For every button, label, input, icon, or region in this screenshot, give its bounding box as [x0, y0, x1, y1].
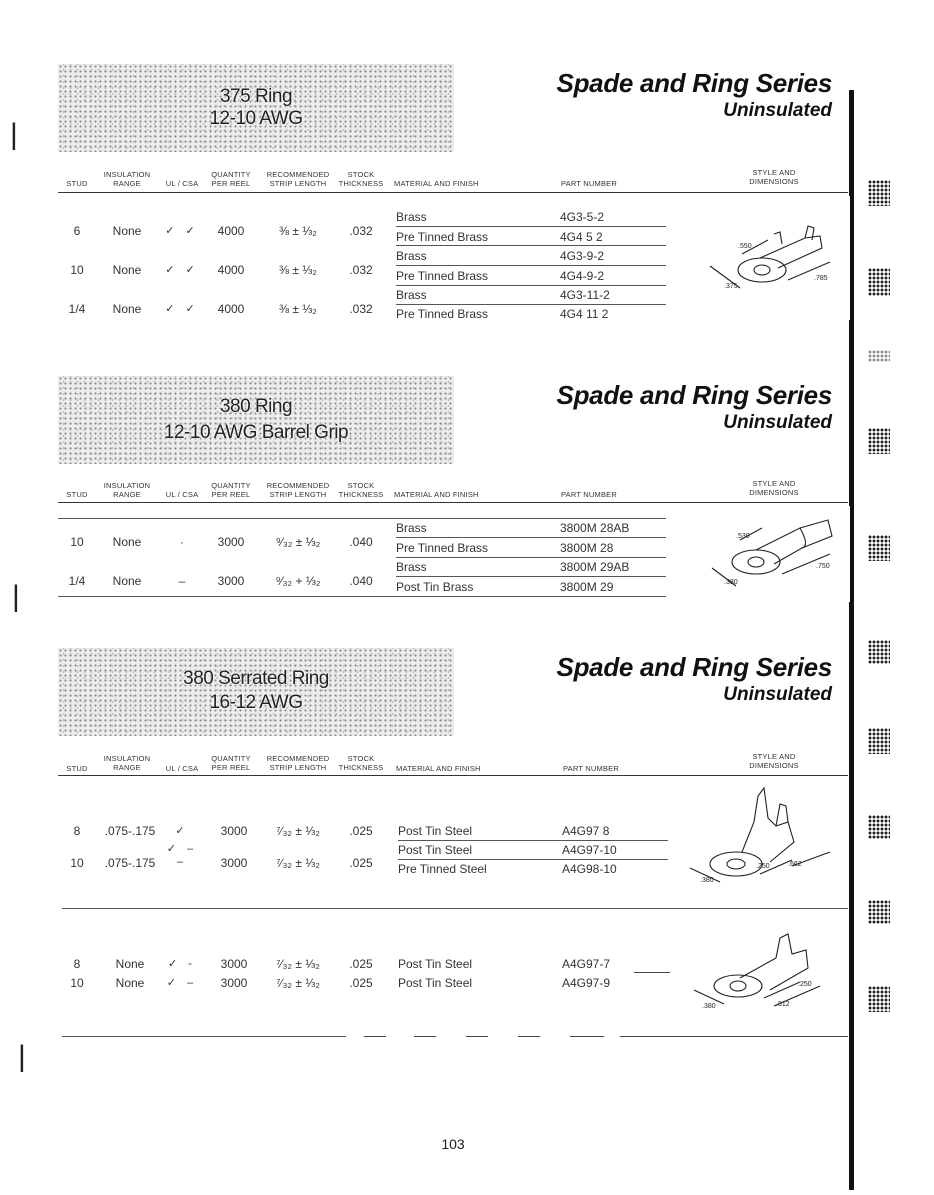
- cell-ulcsa: –: [178, 574, 186, 588]
- cell-part: A4G97 8: [562, 824, 610, 838]
- col-header-stock: STOCK THICKNESS: [338, 481, 384, 499]
- col-header-style: STYLE AND DIMENSIONS: [749, 752, 799, 770]
- dim-label: .375: [724, 283, 738, 290]
- row-divider: [396, 265, 666, 266]
- banner-line-1: 380 Serrated Ring: [183, 668, 329, 689]
- cell-stud: 1/4: [68, 574, 86, 588]
- index-tab-4: [868, 428, 890, 454]
- cell-material: Pre Tinned Brass: [396, 269, 489, 283]
- cell-part: 4G4-9-2: [560, 269, 605, 283]
- group-divider: [62, 1036, 346, 1037]
- cell-material: Brass: [396, 560, 427, 574]
- dim-label: .380: [702, 1003, 716, 1010]
- col-header-material: MATERIAL AND FINISH: [394, 490, 479, 499]
- series-title: Spade and Ring Series: [556, 380, 832, 410]
- section2-banner: [58, 376, 454, 464]
- ring-terminal-drawing: [690, 196, 850, 320]
- cell-part: 3800M 29: [560, 580, 614, 594]
- col-header-style: STYLE AND DIMENSIONS: [749, 479, 799, 497]
- cell-insulation: None: [112, 224, 142, 238]
- cell-stud: 10: [70, 263, 84, 277]
- cell-part: 3800M 28: [560, 541, 614, 555]
- row-divider: [396, 245, 666, 246]
- cell-insulation: None: [112, 574, 142, 588]
- cell-material: Post Tin Steel: [398, 976, 473, 990]
- cell-stock: .032: [349, 224, 373, 238]
- series-subtitle: Uninsulated: [723, 684, 832, 705]
- divider-dash: [466, 1036, 488, 1037]
- cell-stud: 10: [70, 856, 84, 870]
- cell-stud: 8: [73, 824, 81, 838]
- cell-quantity: 3000: [220, 957, 248, 971]
- cell-stud: 8: [73, 957, 81, 971]
- cell-material: Pre Tinned Brass: [396, 230, 489, 244]
- cell-material: Post Tin Steel: [398, 957, 473, 971]
- cell-stock: .025: [349, 976, 373, 990]
- cell-part: A4G97-10: [562, 843, 617, 857]
- col-header-insulation: INSULATION RANGE: [103, 481, 151, 499]
- row-divider: [58, 518, 666, 519]
- page-number: 103: [441, 1136, 465, 1152]
- banner-line-2: 16-12 AWG: [209, 692, 303, 713]
- col-header-style: STYLE AND DIMENSIONS: [749, 168, 799, 186]
- dim-label: .750: [816, 563, 830, 570]
- cell-ulcsa: ✓ ✓: [165, 303, 199, 315]
- cell-quantity: 3000: [220, 856, 248, 870]
- index-tab-7: [868, 728, 890, 754]
- banner-line-1: 380 Ring: [219, 396, 293, 417]
- cell-strip: ⁷⁄₃₂ ± ⅓₂: [276, 976, 320, 990]
- section1-banner: [58, 64, 454, 152]
- row-divider: [398, 859, 668, 860]
- cell-material: Brass: [396, 288, 427, 302]
- series-title: Spade and Ring Series: [556, 68, 832, 98]
- index-tab-10: [868, 986, 890, 1012]
- cell-material: Brass: [396, 521, 427, 535]
- banner-line-2: 12-10 AWG Barrel Grip: [163, 422, 349, 443]
- serrated-ring-drawing-a: [680, 782, 848, 894]
- cell-material: Brass: [396, 210, 427, 224]
- cell-ulcsa: ✓ ✓: [165, 225, 199, 237]
- divider-dash: [620, 1036, 848, 1037]
- cell-insulation: .075-.175: [104, 856, 156, 870]
- cell-ulcsa: –: [176, 856, 188, 868]
- cell-insulation: None: [112, 535, 142, 549]
- cell-strip: ⅜ ± ⅓₂: [279, 224, 317, 238]
- cell-material: Pre Tinned Brass: [396, 307, 489, 321]
- header-rule: [58, 502, 848, 503]
- cell-part: 4G3-9-2: [560, 249, 605, 263]
- dim-label: .380: [724, 579, 738, 586]
- col-header-stud: STUD: [66, 490, 88, 499]
- index-tab-3: [868, 350, 890, 362]
- cell-part: A4G97-7: [562, 957, 611, 971]
- dim-label: .380: [700, 877, 714, 884]
- series-title: Spade and Ring Series: [556, 652, 832, 682]
- row-divider: [396, 576, 666, 577]
- cell-part: A4G97-9: [562, 976, 611, 990]
- divider-dash: [364, 1036, 386, 1037]
- col-header-stud: STUD: [66, 764, 88, 773]
- cell-quantity: 4000: [217, 302, 245, 316]
- dim-label: .250: [798, 981, 812, 988]
- cell-stock: .025: [349, 856, 373, 870]
- dim-label: .550: [738, 243, 752, 250]
- cell-quantity: 4000: [217, 263, 245, 277]
- index-tab-1: [868, 180, 890, 206]
- cell-stock: .040: [349, 535, 373, 549]
- col-header-quantity: QUANTITY PER REEL: [211, 754, 251, 772]
- row-divider: [396, 557, 666, 558]
- col-header-material: MATERIAL AND FINISH: [396, 764, 481, 773]
- banner-line-1: 375 Ring: [219, 86, 293, 107]
- dim-label: .812: [776, 1001, 790, 1008]
- group-divider: [62, 908, 848, 909]
- divider-dash: [570, 1036, 604, 1037]
- banner-line-2: 12-10 AWG: [209, 108, 303, 129]
- row-divider: [396, 285, 666, 286]
- cell-insulation: None: [112, 263, 142, 277]
- cell-stock: .025: [349, 824, 373, 838]
- cell-stud: 10: [70, 976, 84, 990]
- cell-insulation: None: [115, 957, 145, 971]
- index-tab-9: [868, 900, 890, 924]
- col-header-insulation: INSULATION RANGE: [103, 754, 151, 772]
- cell-ulcsa: ·: [180, 535, 184, 549]
- cell-ulcsa: ✓: [175, 825, 189, 837]
- cell-part: 4G4 11 2: [560, 307, 609, 321]
- cell-strip: ⅜ ± ⅓₂: [279, 302, 317, 316]
- cell-stud: 1/4: [68, 302, 86, 316]
- cell-strip: ⁷⁄₃₂ ± ⅓₂: [276, 856, 320, 870]
- cell-stud: 10: [70, 535, 84, 549]
- cell-part: 4G3-5-2: [560, 210, 605, 224]
- index-tab-2: [868, 268, 890, 296]
- col-header-strip: RECOMMENDED STRIP LENGTH: [266, 170, 330, 188]
- binder-mark-1: |: [10, 118, 18, 151]
- cell-strip: ⁹⁄₃₂ ± ⅓₂: [275, 535, 321, 549]
- cell-stud: 6: [73, 224, 81, 238]
- section3-banner: [58, 648, 454, 736]
- serrated-ring-drawing-b: [680, 920, 848, 1020]
- col-header-quantity: QUANTITY PER REEL: [211, 170, 251, 188]
- index-tab-8: [868, 815, 890, 839]
- cell-strip: ⁹⁄₃₂ + ⅓₂: [275, 574, 321, 588]
- cell-quantity: 3000: [217, 574, 245, 588]
- divider-dash: [414, 1036, 436, 1037]
- cell-ulcsa: ✓ ✓: [165, 264, 199, 276]
- cell-part: 4G4 5 2: [560, 230, 603, 244]
- cell-quantity: 3000: [217, 535, 245, 549]
- col-header-stud: STUD: [66, 179, 88, 188]
- col-header-ulcsa: UL / CSA: [165, 490, 199, 499]
- cell-ulcsa: ✓ -: [168, 958, 196, 970]
- cell-part: 4G3-11-2: [560, 288, 610, 302]
- cell-stock: .032: [349, 263, 373, 277]
- index-tab-6: [868, 640, 890, 664]
- cell-material: Pre Tinned Brass: [396, 541, 489, 555]
- cell-material: Post Tin Steel: [398, 824, 473, 838]
- cell-material: Post Tin Brass: [396, 580, 474, 594]
- cell-material: Post Tin Steel: [398, 843, 473, 857]
- index-tab-5: [868, 535, 890, 561]
- cell-strip: ⁷⁄₃₂ ± ⅓₂: [276, 957, 320, 971]
- col-header-stock: STOCK THICKNESS: [338, 754, 384, 772]
- cell-quantity: 3000: [220, 976, 248, 990]
- cell-stock: .025: [349, 957, 373, 971]
- row-divider: [58, 596, 666, 597]
- row-divider: [396, 304, 666, 305]
- cell-insulation: None: [112, 302, 142, 316]
- series-subtitle: Uninsulated: [723, 412, 832, 433]
- barrel-grip-ring-drawing: [690, 506, 850, 602]
- cell-ulcsa: ✓ –: [166, 843, 198, 855]
- cell-insulation: .075-.175: [104, 824, 156, 838]
- dim-label: .662: [788, 861, 802, 868]
- cell-stock: .032: [349, 302, 373, 316]
- col-header-material: MATERIAL AND FINISH: [394, 179, 479, 188]
- row-divider: [396, 537, 666, 538]
- col-header-insulation: INSULATION RANGE: [103, 170, 151, 188]
- header-rule: [58, 775, 848, 776]
- cell-strip: ⅜ ± ⅓₂: [279, 263, 317, 277]
- col-header-stock: STOCK THICKNESS: [338, 170, 384, 188]
- col-header-quantity: QUANTITY PER REEL: [211, 481, 251, 499]
- dim-label: .530: [736, 533, 750, 540]
- series-subtitle: Uninsulated: [723, 100, 832, 121]
- cell-stock: .040: [349, 574, 373, 588]
- col-header-ulcsa: UL / CSA: [165, 764, 199, 773]
- cell-quantity: 4000: [217, 224, 245, 238]
- divider-dash: [518, 1036, 540, 1037]
- dim-label: .250: [756, 863, 770, 870]
- header-rule: [58, 192, 848, 193]
- binder-mark-3: |: [18, 1040, 26, 1073]
- cell-material: Pre Tinned Steel: [398, 862, 487, 876]
- col-header-part: PART NUMBER: [561, 490, 617, 499]
- cell-strip: ⁷⁄₃₂ ± ⅓₂: [276, 824, 320, 838]
- row-divider: [398, 840, 668, 841]
- cell-part: 3800M 29AB: [560, 560, 630, 574]
- cell-part: A4G98-10: [562, 862, 617, 876]
- cell-material: Brass: [396, 249, 427, 263]
- col-header-ulcsa: UL / CSA: [165, 179, 199, 188]
- cell-quantity: 3000: [220, 824, 248, 838]
- cell-ulcsa: ✓ –: [166, 977, 198, 989]
- row-divider: [634, 972, 670, 973]
- col-header-strip: RECOMMENDED STRIP LENGTH: [266, 754, 330, 772]
- col-header-part: PART NUMBER: [561, 179, 617, 188]
- row-divider: [396, 226, 666, 227]
- dim-label: .785: [814, 275, 828, 282]
- cell-part: 3800M 28AB: [560, 521, 630, 535]
- col-header-part: PART NUMBER: [563, 764, 619, 773]
- cell-insulation: None: [115, 976, 145, 990]
- binder-mark-2: |: [12, 580, 20, 613]
- col-header-strip: RECOMMENDED STRIP LENGTH: [266, 481, 330, 499]
